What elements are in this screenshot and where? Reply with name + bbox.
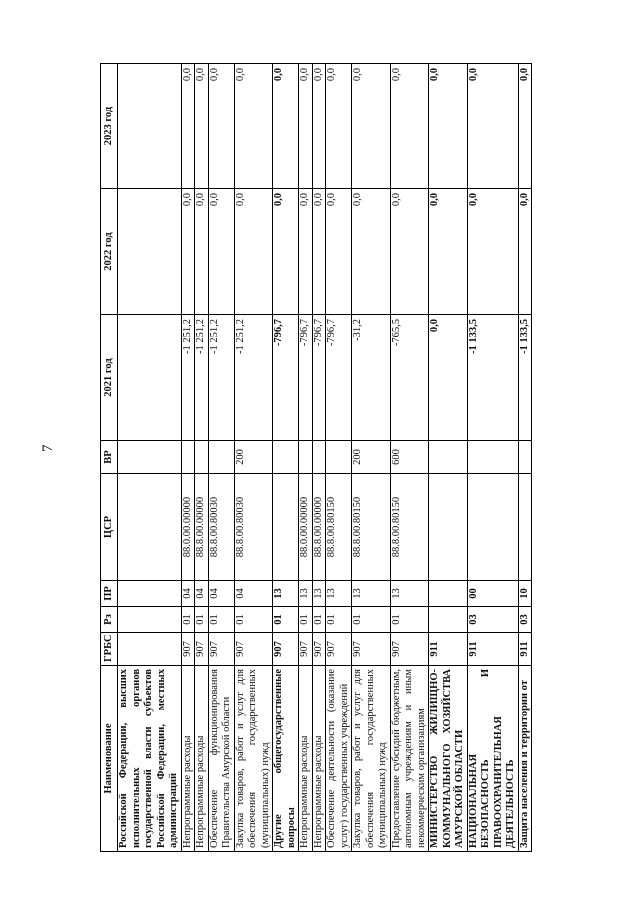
- row-pr: 13: [273, 581, 299, 607]
- row-vr: [208, 441, 234, 474]
- row-2021: -1 251,2: [234, 315, 273, 441]
- row-rz: 01: [195, 607, 209, 633]
- header-2022: 2022 год: [101, 189, 118, 315]
- row-2023: 0,0: [299, 64, 313, 189]
- row-grbs: 907: [234, 633, 273, 666]
- row-2022: 0,0: [299, 189, 313, 315]
- row-rz: 01: [273, 607, 299, 633]
- table-row: [326, 64, 352, 852]
- row-vr: 200: [234, 441, 273, 474]
- row-csr: [467, 474, 518, 581]
- row-csr: 88.0.00.00000: [181, 474, 195, 581]
- row-rz: 01: [208, 607, 234, 633]
- row-pr: 04: [208, 581, 234, 607]
- row-2022: 0,0: [467, 189, 518, 315]
- row-2021: -796,7: [273, 315, 299, 441]
- row-grbs: 911: [518, 633, 532, 666]
- row-name: Обеспечение функционирования Правительства Амурской области: [208, 666, 234, 852]
- row-2022: 0,0: [312, 189, 326, 315]
- row-csr: 88.8.00.80150: [390, 474, 429, 581]
- row-vr: [118, 441, 182, 474]
- row-vr: [429, 441, 468, 474]
- header-name: Наименование: [101, 666, 118, 852]
- row-2022: 0,0: [208, 189, 234, 315]
- row-name: НАЦИОНАЛЬНАЯ БЕЗОПАСНОСТЬ И ПРАВООХРАНИТЕЛЬНАЯ ДЕЯТЕЛЬНОСТЬ: [467, 666, 518, 852]
- row-2022: 0,0: [518, 189, 532, 315]
- table-row: [352, 64, 391, 852]
- row-2021: 0,0: [429, 315, 468, 441]
- row-name: Обеспечение деятельности (оказание услуг) государственных учреждений: [326, 666, 352, 852]
- table-header-row: [101, 64, 118, 852]
- row-csr: [518, 474, 532, 581]
- table-row: [118, 64, 182, 852]
- header-2023: 2023 год: [101, 64, 118, 189]
- table-row: [467, 64, 518, 852]
- row-2021: -31,2: [352, 315, 391, 441]
- row-grbs: 911: [467, 633, 518, 666]
- table-row: [208, 64, 234, 852]
- row-csr: [273, 474, 299, 581]
- row-vr: [195, 441, 209, 474]
- row-2023: 0,0: [181, 64, 195, 189]
- row-2022: [118, 189, 182, 315]
- row-vr: [518, 441, 532, 474]
- row-2023: 0,0: [326, 64, 352, 189]
- row-vr: [273, 441, 299, 474]
- row-2023: 0,0: [390, 64, 429, 189]
- row-pr: 04: [234, 581, 273, 607]
- header-vr: ВР: [101, 441, 118, 474]
- row-name: Непрограммные расходы: [299, 666, 313, 852]
- row-pr: 13: [299, 581, 313, 607]
- page-number: 7: [40, 444, 56, 452]
- table-row: [312, 64, 326, 852]
- row-csr: 88.8.00.80150: [326, 474, 352, 581]
- row-name: Закупка товаров, работ и услуг для обеспечения государственных (муниципальных) нужд: [352, 666, 391, 852]
- header-pr: ПР: [101, 581, 118, 607]
- table-row: [299, 64, 313, 852]
- row-grbs: [118, 633, 182, 666]
- row-vr: [467, 441, 518, 474]
- row-csr: [429, 474, 468, 581]
- row-vr: [326, 441, 352, 474]
- row-csr: 88.0.00.00000: [299, 474, 313, 581]
- row-2022: 0,0: [326, 189, 352, 315]
- row-pr: [118, 581, 182, 607]
- row-rz: 01: [299, 607, 313, 633]
- table-row: [518, 64, 532, 852]
- header-grbs: ГРБС: [101, 633, 118, 666]
- row-rz: 01: [326, 607, 352, 633]
- row-2022: 0,0: [181, 189, 195, 315]
- header-rz: Рз: [101, 607, 118, 633]
- row-pr: 13: [326, 581, 352, 607]
- row-grbs: 907: [181, 633, 195, 666]
- row-2023: [118, 64, 182, 189]
- budget-table: [100, 63, 532, 852]
- row-csr: 88.8.00.80030: [234, 474, 273, 581]
- row-rz: 03: [518, 607, 532, 633]
- row-2021: -796,7: [326, 315, 352, 441]
- row-name: Другие общегосударственные вопросы: [273, 666, 299, 852]
- table-row: [429, 64, 468, 852]
- row-pr: 13: [390, 581, 429, 607]
- row-rz: 01: [352, 607, 391, 633]
- row-grbs: 907: [208, 633, 234, 666]
- row-name: Непрограммные расходы: [195, 666, 209, 852]
- row-vr: 600: [390, 441, 429, 474]
- row-rz: 03: [467, 607, 518, 633]
- row-name: Российской Федерации, высших исполнительных органов государственной власти субъектов Российской Федерации, местных администраций: [118, 666, 182, 852]
- table-row: [195, 64, 209, 852]
- row-name: МИНИСТЕРСТВО ЖИЛИЩНО-КОММУНАЛЬНОГО ХОЗЯЙСТВА АМУРСКОЙ ОБЛАСТИ: [429, 666, 468, 852]
- row-pr: [429, 581, 468, 607]
- row-2021: -1 251,2: [208, 315, 234, 441]
- row-rz: [429, 607, 468, 633]
- row-grbs: 907: [390, 633, 429, 666]
- row-pr: 04: [195, 581, 209, 607]
- row-2021: -1 251,2: [181, 315, 195, 441]
- row-2021: -1 251,2: [195, 315, 209, 441]
- row-rz: 01: [390, 607, 429, 633]
- row-grbs: 907: [352, 633, 391, 666]
- row-2021: -765,5: [390, 315, 429, 441]
- row-2023: 0,0: [273, 64, 299, 189]
- row-rz: 01: [234, 607, 273, 633]
- row-2021: -1 133,5: [518, 315, 532, 441]
- row-vr: [312, 441, 326, 474]
- row-name: Непрограммные расходы: [181, 666, 195, 852]
- row-2023: 0,0: [208, 64, 234, 189]
- row-csr: 88.8.00.00000: [195, 474, 209, 581]
- row-pr: 13: [352, 581, 391, 607]
- row-name: Закупка товаров, работ и услуг для обеспечения государственных (муниципальных) нужд: [234, 666, 273, 852]
- row-csr: [118, 474, 182, 581]
- row-grbs: 907: [326, 633, 352, 666]
- row-2021: -1 133,5: [467, 315, 518, 441]
- row-2023: 0,0: [467, 64, 518, 189]
- row-csr: 88.8.00.80150: [352, 474, 391, 581]
- row-2021: [118, 315, 182, 441]
- header-csr: ЦСР: [101, 474, 118, 581]
- row-pr: 13: [312, 581, 326, 607]
- row-name: Предоставление субсидий бюджетным, автономным учреждениям и иным некоммерческим организациям: [390, 666, 429, 852]
- row-2023: 0,0: [195, 64, 209, 189]
- row-vr: 200: [352, 441, 391, 474]
- table-row: [234, 64, 273, 852]
- row-vr: [181, 441, 195, 474]
- row-2021: -796,7: [299, 315, 313, 441]
- row-csr: 88.8.00.00000: [312, 474, 326, 581]
- row-csr: 88.8.00.80030: [208, 474, 234, 581]
- rotated-page-content: [100, 64, 633, 852]
- row-2021: -796,7: [312, 315, 326, 441]
- row-vr: [299, 441, 313, 474]
- row-2022: 0,0: [352, 189, 391, 315]
- table-row: [390, 64, 429, 852]
- row-2022: 0,0: [390, 189, 429, 315]
- row-grbs: 911: [429, 633, 468, 666]
- table-row: [273, 64, 299, 852]
- row-2023: 0,0: [234, 64, 273, 189]
- row-2023: 0,0: [312, 64, 326, 189]
- row-2022: 0,0: [429, 189, 468, 315]
- row-2023: 0,0: [352, 64, 391, 189]
- row-grbs: 907: [273, 633, 299, 666]
- row-2022: 0,0: [195, 189, 209, 315]
- header-2021: 2021 год: [101, 315, 118, 441]
- row-2022: 0,0: [273, 189, 299, 315]
- table-row: [181, 64, 195, 852]
- row-2023: 0,0: [518, 64, 532, 189]
- row-pr: 10: [518, 581, 532, 607]
- row-pr: 04: [181, 581, 195, 607]
- row-rz: [118, 607, 182, 633]
- row-grbs: 907: [195, 633, 209, 666]
- table-body: [118, 64, 532, 852]
- row-rz: 01: [312, 607, 326, 633]
- row-pr: 00: [467, 581, 518, 607]
- row-2023: 0,0: [429, 64, 468, 189]
- row-name: Защита населения и территории от: [518, 666, 532, 852]
- row-rz: 01: [181, 607, 195, 633]
- row-2022: 0,0: [234, 189, 273, 315]
- row-grbs: 907: [299, 633, 313, 666]
- row-grbs: 907: [312, 633, 326, 666]
- row-name: Непрограммные расходы: [312, 666, 326, 852]
